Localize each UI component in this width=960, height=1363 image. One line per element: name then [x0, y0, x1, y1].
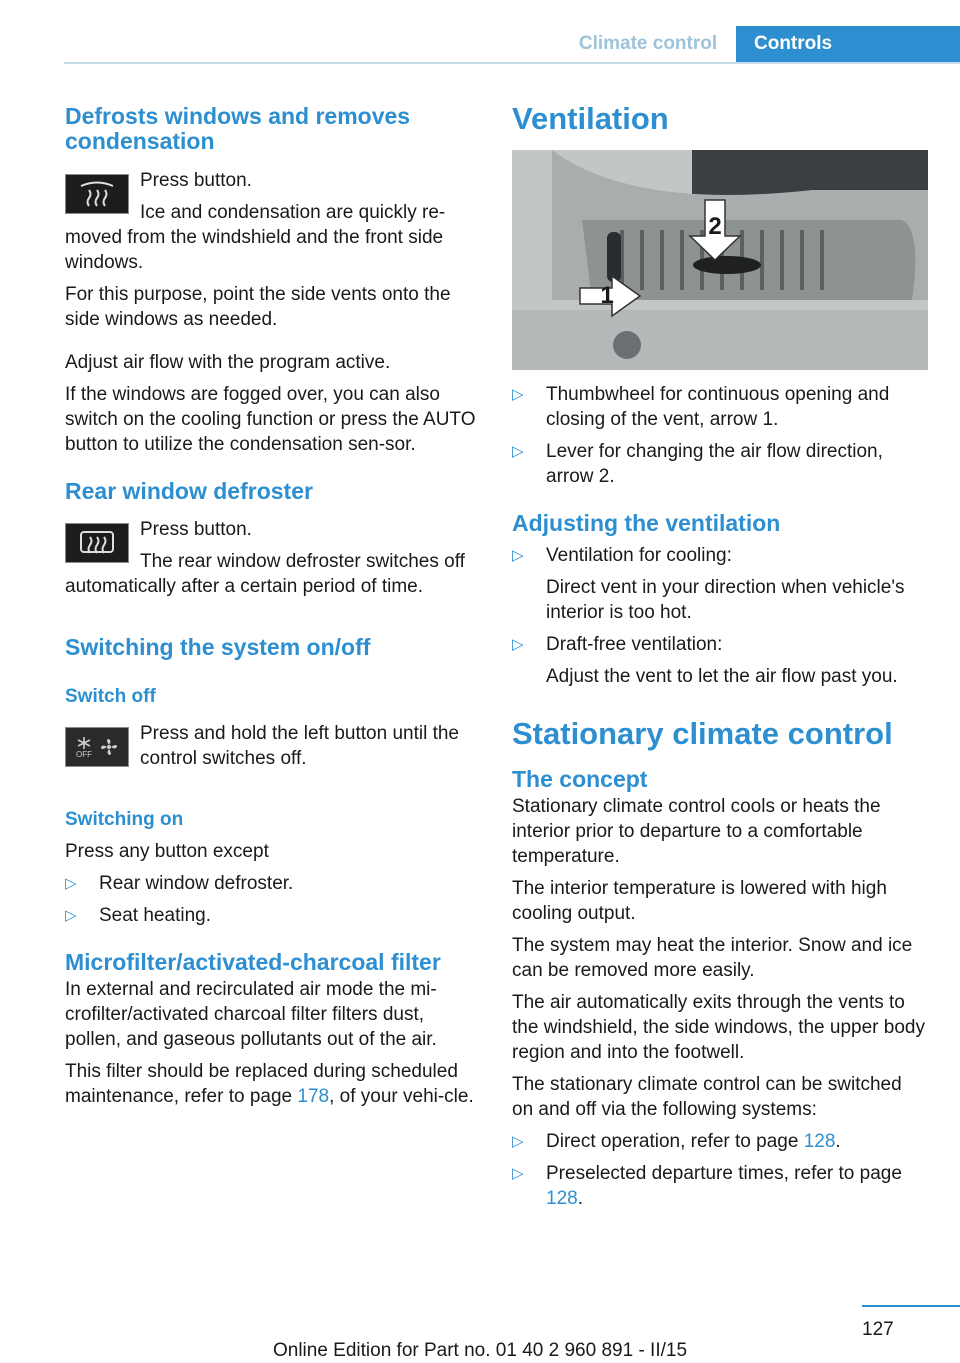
edition-footer: Online Edition for Part no. 01 40 2 960 891 - II/15: [272, 1340, 688, 1361]
defrost-press: Press button.: [140, 170, 252, 191]
windshield-defrost-icon: [65, 174, 129, 214]
defrost-text-4: If the windows are fogged over, you can also switch on the cooling function or press the AUTO button to utilize the condensation sen‐sor.: [65, 384, 476, 455]
header-rule: [64, 62, 960, 64]
bullet-triangle-icon: ▷: [512, 1133, 524, 1150]
switch-on-heading: Switching on: [65, 809, 184, 830]
bullet-triangle-icon: ▷: [512, 636, 524, 653]
header-chapter-tab: Controls: [736, 26, 960, 62]
stationary-list: [512, 1129, 928, 1211]
switch-on-text: Press any button except: [65, 841, 269, 862]
list-item: ▷ Ventilation for cooling: Direct vent in your direction when vehicle's interior is too hot.: [512, 545, 905, 623]
ventilation-heading: Ventilation: [512, 101, 669, 136]
concept-text-3: The system may heat the interior. Snow and ice can be removed more easily.: [512, 935, 913, 981]
filter-text-2: This filter should be replaced during scheduled maintenance, refer to page 178, of your vehi‐cle.: [65, 1061, 474, 1107]
concept-text-5: The stationary climate control can be switched on and off via the following systems:: [512, 1074, 902, 1120]
page-link-128[interactable]: 128: [803, 1131, 836, 1152]
stationary-heading: Stationary climate control: [512, 716, 893, 751]
bullet-triangle-icon: ▷: [512, 1165, 524, 1182]
filter-text-1: In external and recirculated air mode the mi‐crofilter/activated charcoal filter filters dust, pollen, and gaseous pollutants out of the air.: [65, 979, 437, 1050]
defrost-text-1: Ice and condensation are quickly re‐moved from the windshield and the front side windows.: [65, 202, 446, 273]
rear-defrost-icon: [65, 523, 129, 563]
climate-off-icon: [65, 727, 129, 767]
defrost-heading: Defrosts windows and removes condensation: [65, 103, 411, 154]
header-section-title: Climate control: [578, 33, 718, 54]
list-item: ▷ Thumbwheel for continuous opening and closing of the vent, arrow 1.: [512, 384, 890, 430]
list-item: ▷ Preselected departure times, refer to page 128.: [512, 1163, 902, 1209]
vent-photo: [512, 150, 928, 370]
right-column: [512, 100, 928, 1211]
vent-illustration: [512, 150, 928, 370]
concept-heading: The concept: [512, 766, 648, 792]
switch-on-list: [65, 871, 480, 928]
bullet-triangle-icon: ▷: [65, 907, 77, 924]
vent-list: [512, 382, 928, 489]
filter-heading: Microfilter/activated-charcoal filter: [65, 949, 441, 975]
concept-text-1: Stationary climate control cools or heats the interior prior to departure to a comfortable temperature.: [512, 796, 881, 867]
bullet-triangle-icon: ▷: [512, 386, 524, 403]
page-link-178[interactable]: 178: [297, 1086, 330, 1107]
concept-text-2: The interior temperature is lowered with high cooling output.: [512, 878, 887, 924]
switch-off-text: Press and hold the left button until the control switches off.: [140, 723, 459, 769]
rear-defrost-heading: Rear window defroster: [65, 478, 313, 504]
off-button-label: OFF: [76, 749, 92, 759]
adjust-list: [512, 543, 928, 689]
rear-defrost-press: Press button.: [140, 519, 252, 540]
defrost-text-2: For this purpose, point the side vents onto the side windows as needed.: [65, 284, 451, 330]
list-item: ▷ Direct operation, refer to page 128.: [512, 1131, 841, 1152]
list-item: ▷ Lever for changing the air flow direction, arrow 2.: [512, 441, 883, 487]
footer-rule: [862, 1305, 960, 1307]
bullet-triangle-icon: ▷: [512, 443, 524, 460]
list-item: ▷ Rear window defroster.: [65, 873, 294, 894]
rear-defrost-text: The rear window defroster switches off automatically after a certain period of time.: [65, 551, 465, 597]
page-link-128[interactable]: 128: [546, 1188, 578, 1209]
bullet-triangle-icon: ▷: [65, 875, 77, 892]
list-item: ▷ Seat heating.: [65, 905, 211, 926]
photo-label-1: 1: [600, 282, 614, 309]
left-column: [65, 100, 480, 1109]
switch-off-heading: Switch off: [65, 686, 156, 707]
bullet-triangle-icon: ▷: [512, 547, 524, 564]
list-item: ▷ Draft-free ventilation: Adjust the vent to let the air flow past you.: [512, 634, 898, 687]
defrost-text-3: Adjust air flow with the program active.: [65, 352, 391, 373]
concept-text-4: The air automatically exits through the vents to the windshield, the side windows, the upper body region and into the footwell.: [512, 992, 925, 1063]
page-number: 127: [862, 1319, 894, 1340]
adjust-heading: Adjusting the ventilation: [512, 510, 781, 536]
photo-label-2: 2: [708, 213, 722, 240]
system-heading: Switching the system on/off: [65, 634, 371, 660]
